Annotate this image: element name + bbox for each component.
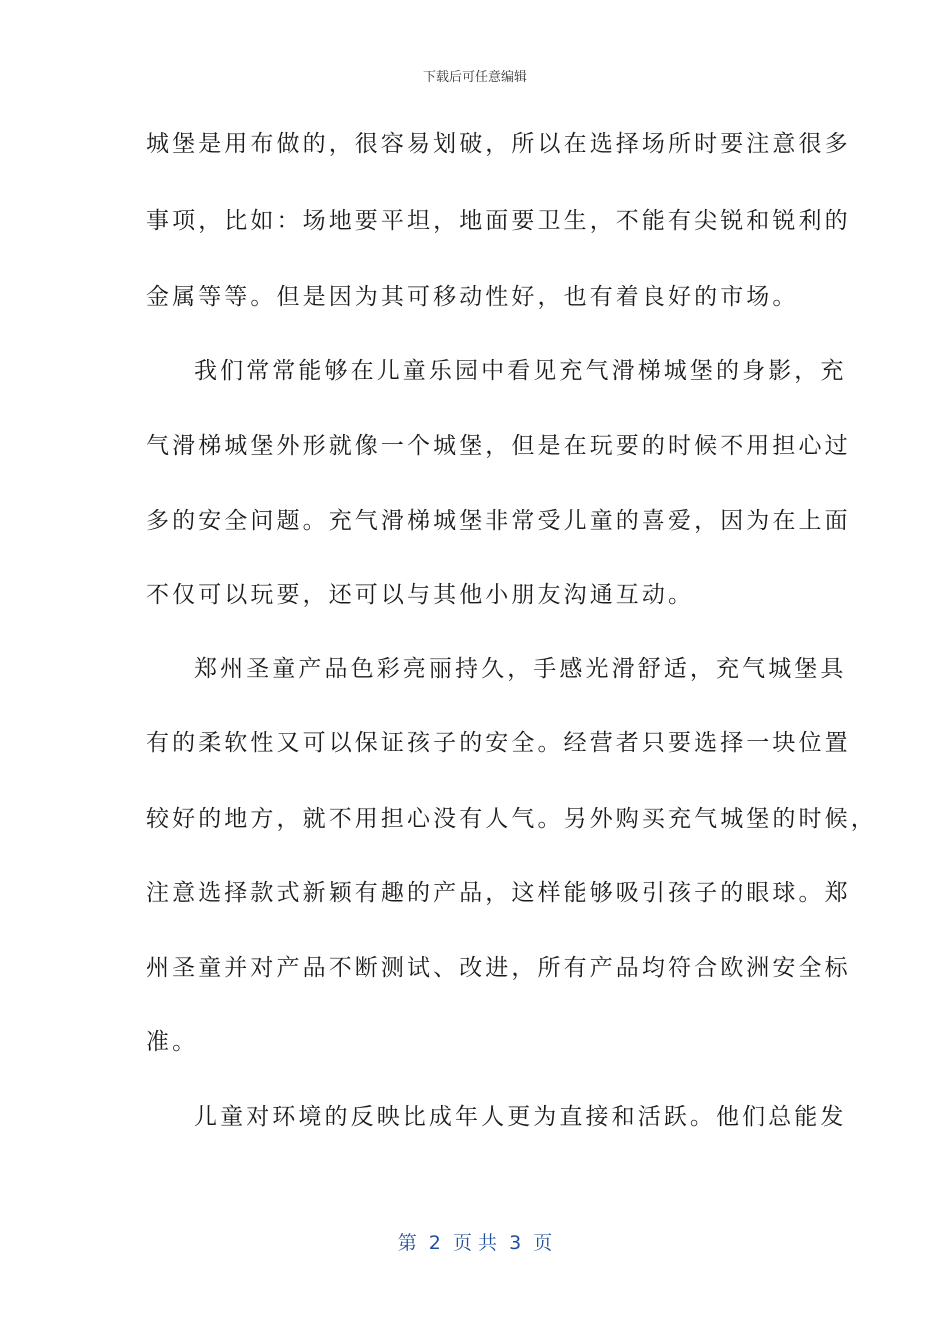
text-line: 多的安全问题。充气滑梯城堡非常受儿童的喜爱，因为在上面 <box>146 508 851 534</box>
paragraph-first-line: 郑州圣童产品色彩亮丽持久，手感光滑舒适，充气城堡具 <box>194 656 847 682</box>
page-header: 下载后可任意编辑 <box>422 70 527 85</box>
text-line: 有的柔软性又可以保证孩子的安全。经营者只要选择一块位置 <box>146 730 851 756</box>
text-line: 注意选择款式新颖有趣的产品，这样能够吸引孩子的眼球。郑 <box>146 880 851 906</box>
paragraph-first-line: 儿童对环境的反映比成年人更为直接和活跃。他们总能发 <box>194 1104 847 1130</box>
text-line: 州圣童并对产品不断测试、改进，所有产品均符合欧洲安全标 <box>146 955 851 981</box>
text-line: 气滑梯城堡外形就像一个城堡，但是在玩要的时候不用担心过 <box>146 433 851 459</box>
page-number-footer: 第 2 页 共 3 页 <box>397 1232 553 1254</box>
paragraph-first-line: 我们常常能够在儿童乐园中看见充气滑梯城堡的身影，充 <box>194 358 847 384</box>
text-line: 不仅可以玩要，还可以与其他小朋友沟通互动。 <box>146 582 695 608</box>
text-line: 城堡是用布做的，很容易划破，所以在选择场所时要注意很多 <box>146 131 851 157</box>
text-line: 金属等等。但是因为其可移动性好，也有着良好的市场。 <box>146 284 799 310</box>
text-line: 准。 <box>146 1029 199 1055</box>
text-line: 较好的地方，就不用担心没有人气。另外购买充气城堡的时候， <box>146 806 877 832</box>
text-line: 事项，比如：场地要平坦，地面要卫生，不能有尖锐和锐利的 <box>146 208 851 234</box>
